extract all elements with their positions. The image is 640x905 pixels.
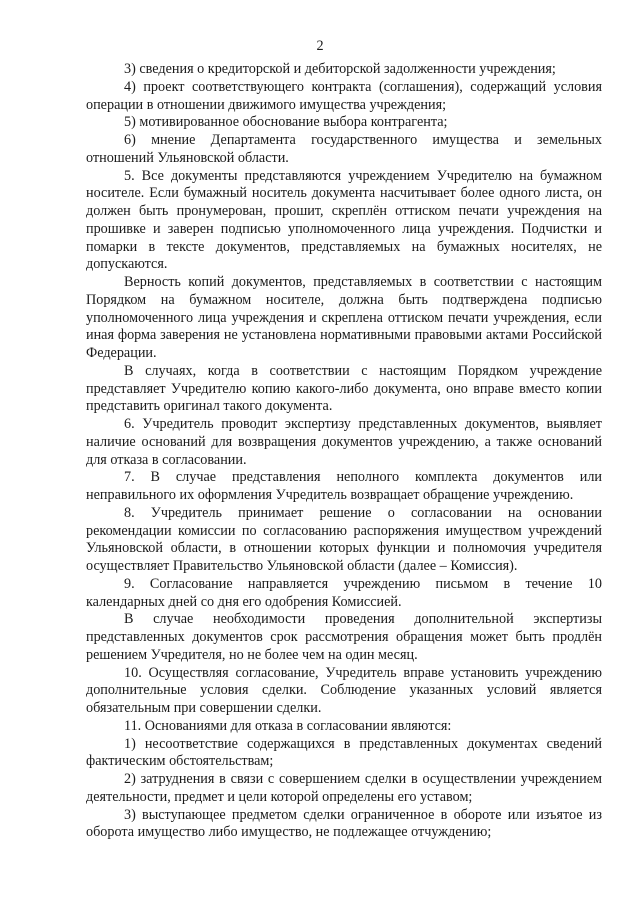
paragraph: 6) мнение Департамента государственного имущества и земельных отношений Ульяновской области. [86, 132, 602, 166]
paragraph: 3) сведения о кредиторской и дебиторской задолженности учреждения; [124, 61, 556, 77]
paragraph: 10. Осуществляя согласование, Учредитель вправе установить учреждению дополнительные условия сделки. Соблюдение указанных условий является обязательным при совершении сделки. [86, 664, 602, 716]
paragraph: 5) мотивированное обоснование выбора контрагента; [124, 114, 448, 131]
paragraph: В случаях, когда в соответствии с настоящим Порядком учреждение представляет Учредителю копию какого-либо документа, оно вправе вместо копии представить оригинал такого документа. [86, 362, 602, 415]
paragraph: В случае необходимости проведения дополнительной экспертизы представленных документов срок рассмотрения обращения может быть продлён решением Учредителя, но не более чем на один месяц. [86, 611, 602, 663]
paragraph: 3) выступающее предметом сделки ограниченное в обороте или изъятое из оборота имущество либо имущество, не подлежащее отчуждению; [86, 806, 602, 841]
paragraph: 1) несоответствие содержащихся в представленных документах сведений фактическим обстоятельствам; [86, 735, 602, 770]
paragraph: 9. Согласование направляется учреждению письмом в течение 10 календарных дней со дня его одобрения Комиссией. [86, 575, 602, 610]
paragraph: Верность копий документов, представляемых в соответствии с настоящим Порядком на бумажном носителе, должна быть подтверждена подписью уполномоченного лица учреждения и скреплена оттиском печати учреждения, если иная форма заверения не установлена нормативными правовыми актами Российской Федерации. [86, 274, 602, 361]
paragraph: 8. Учредитель принимает решение о согласовании на основании рекомендации комиссии по согласованию распоряжения имуществом учреждений Ульяновской области, в отношении которых функции и полномочия учредителя осуществляет Правительство Ульяновской области (далее – Комиссия). [86, 504, 602, 574]
paragraph: 6. Учредитель проводит экспертизу представленных документов, выявляет наличие оснований для возвращения документов учреждению, а также оснований для отказа в согласовании. [86, 416, 602, 468]
paragraph: 5. Все документы представляются учреждением Учредителю на бумажном носителе. Если бумажный носитель документа насчитывает более одного листа, он должен быть пронумерован, прошит, скреплён оттиском печати учреждения на прошивке и заверен подписью уполномоченного лица учреждения. Подчистки и помарки в тексте документов, представляемых на бумажных носителях, не допускаются. [86, 167, 602, 273]
document-body [86, 61, 602, 842]
paragraph: 2) затруднения в связи с совершением сделки в осуществлении учреждением деятельности, предмет и цели которой определены его уставом; [86, 771, 602, 805]
page-number: 2 [316, 38, 324, 54]
paragraph: 7. В случае представления неполного комплекта документов или неправильного их оформления Учредитель возвращает обращение учреждению. [86, 469, 602, 503]
paragraph: 11. Основаниями для отказа в согласовании являются: [124, 717, 452, 734]
paragraph: 4) проект соответствующего контракта (соглашения), содержащий условия операции в отношении движимого имущества учреждения; [86, 78, 602, 113]
